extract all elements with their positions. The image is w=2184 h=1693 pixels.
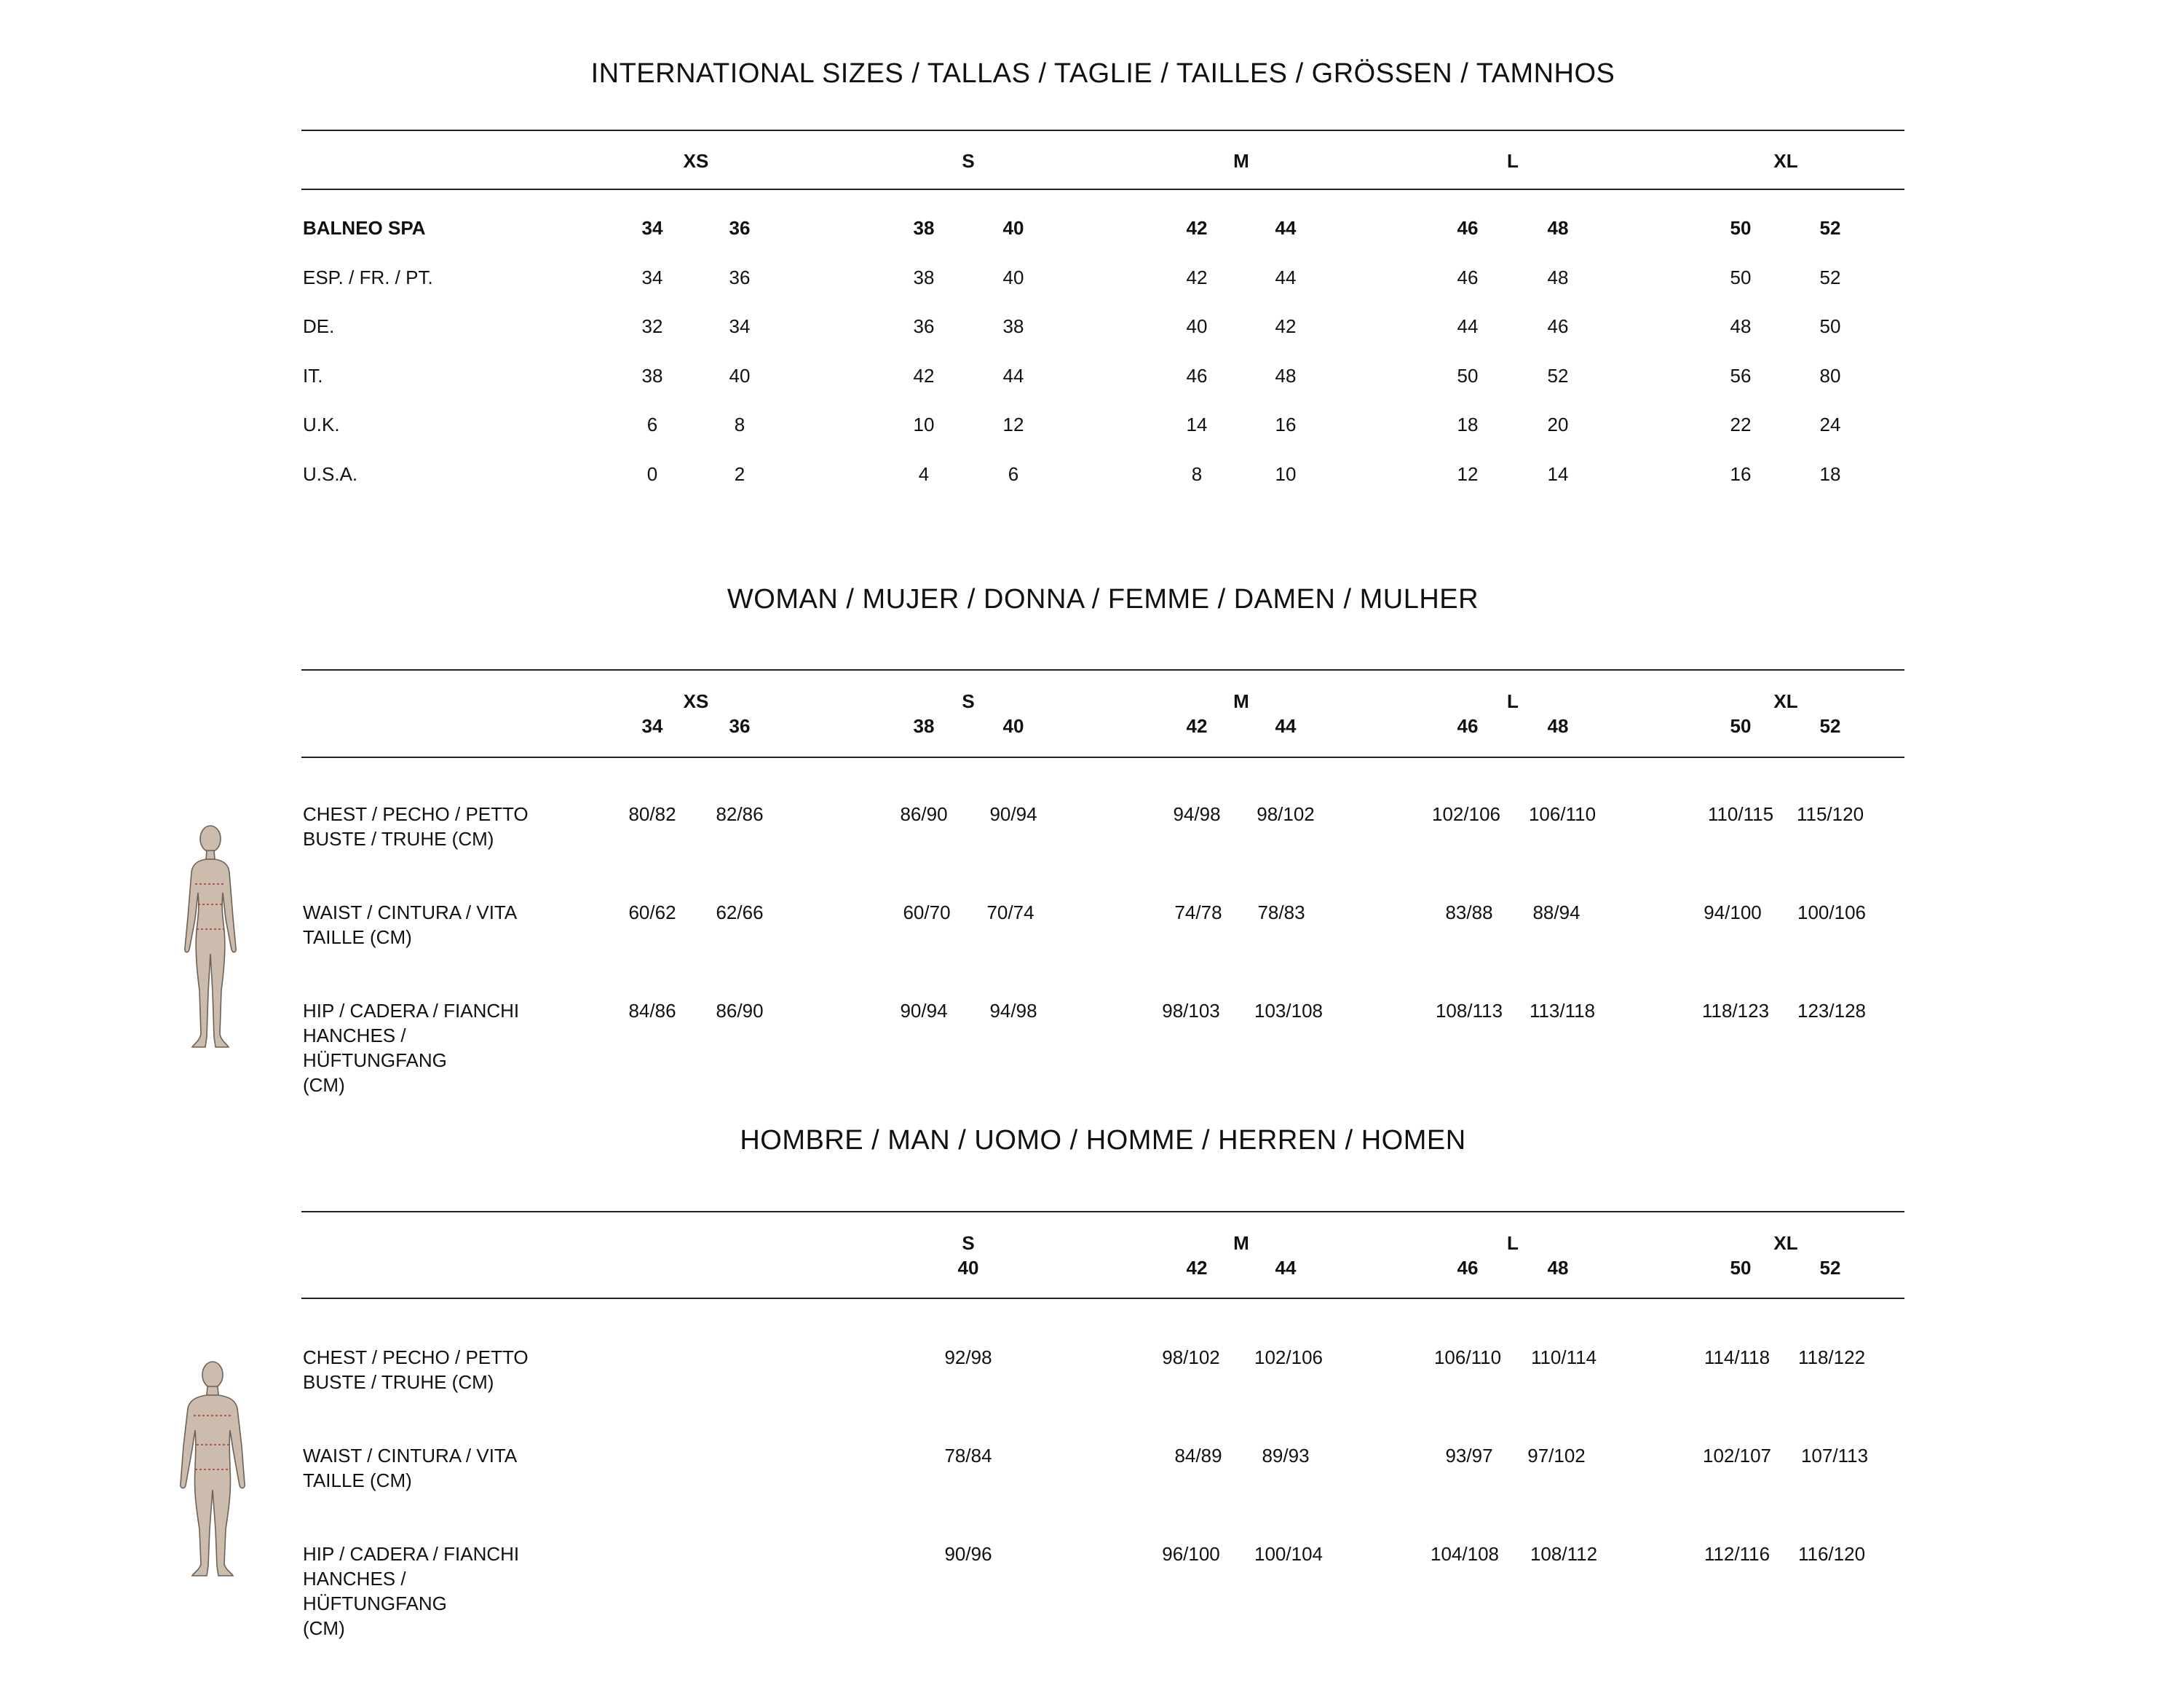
measure-value: 62/66 [716, 901, 764, 923]
size-number: 34 [641, 715, 663, 737]
measure-label: (CM) [303, 1074, 345, 1096]
measure-value: 106/110 [1433, 1346, 1502, 1368]
measure-value: 60/62 [628, 901, 676, 923]
size-value: 8 [734, 414, 745, 435]
woman-title: WOMAN / MUJER / DONNA / FEMME / DAMEN / MULHER [727, 584, 1479, 615]
size-value: 16 [1275, 414, 1297, 435]
size-value: 50 [1730, 267, 1752, 288]
size-value: 40 [1002, 267, 1024, 288]
size-value: 52 [1819, 217, 1841, 239]
size-number: 50 [1730, 715, 1752, 737]
size-value: 50 [1730, 217, 1752, 239]
size-value: 46 [1186, 365, 1208, 387]
measure-label: WAIST / CINTURA / VITA [303, 1445, 518, 1467]
size-value: 48 [1547, 267, 1569, 288]
size-header: M [1233, 1232, 1249, 1254]
measure-label: CHEST / PECHO / PETTO [303, 803, 529, 825]
man-top-rule [301, 1211, 1904, 1212]
size-header: XS [683, 690, 709, 712]
row-label: U.K. [303, 414, 340, 435]
measure-label: (CM) [303, 1617, 345, 1639]
measure-value: 112/116 [1704, 1543, 1770, 1565]
row-label: DE. [303, 315, 335, 337]
measure-value: 86/90 [900, 803, 948, 825]
size-value: 42 [1186, 217, 1208, 239]
man-figure-icon [175, 1360, 250, 1579]
measure-value: 94/98 [989, 1000, 1037, 1022]
size-value: 38 [913, 267, 935, 288]
measure-value: 103/108 [1254, 1000, 1323, 1022]
measure-value: 97/102 [1527, 1445, 1586, 1467]
size-value: 22 [1730, 414, 1752, 435]
row-label: U.S.A. [303, 463, 358, 485]
size-header: L [1507, 150, 1519, 172]
size-header: S [962, 690, 975, 712]
size-number: 48 [1547, 715, 1569, 737]
size-number: 42 [1186, 1257, 1208, 1279]
measure-label: HÜFTUNGFANG [303, 1049, 447, 1071]
international-header-rule [301, 189, 1904, 190]
size-value: 48 [1547, 217, 1569, 239]
size-number: 38 [913, 715, 935, 737]
measure-value: 98/102 [1162, 1346, 1220, 1368]
measure-value: 84/89 [1174, 1445, 1222, 1467]
size-number: 52 [1819, 1257, 1841, 1279]
size-value: 18 [1457, 414, 1479, 435]
measure-label: HANCHES / [303, 1025, 406, 1046]
size-header: XL [1773, 690, 1798, 712]
measure-value: 84/86 [628, 1000, 676, 1022]
measure-value: 104/108 [1431, 1543, 1499, 1565]
woman-figure-icon [178, 823, 243, 1053]
size-header: L [1507, 690, 1519, 712]
measure-value: 93/97 [1445, 1445, 1493, 1467]
size-value: 80 [1819, 365, 1841, 387]
row-label: IT. [303, 365, 323, 387]
measure-label: TAILLE (CM) [303, 1469, 412, 1491]
measure-value: 78/83 [1257, 901, 1305, 923]
size-value: 10 [1275, 463, 1297, 485]
measure-value: 90/94 [989, 803, 1037, 825]
size-value: 40 [1002, 217, 1024, 239]
measure-value: 100/106 [1797, 901, 1866, 923]
measure-value: 102/106 [1432, 803, 1500, 825]
measure-value: 80/82 [628, 803, 676, 825]
size-header: S [962, 1232, 975, 1254]
measure-value: 110/114 [1530, 1346, 1597, 1368]
size-value: 46 [1547, 315, 1569, 337]
size-value: 44 [1275, 267, 1297, 288]
size-value: 56 [1730, 365, 1752, 387]
measure-value: 114/118 [1704, 1346, 1770, 1368]
size-value: 14 [1547, 463, 1569, 485]
size-number: 40 [957, 1257, 979, 1279]
size-number: 44 [1275, 1257, 1297, 1279]
size-value: 36 [913, 315, 935, 337]
size-number: 42 [1186, 715, 1208, 737]
measure-label: HANCHES / [303, 1568, 406, 1590]
size-value: 4 [918, 463, 930, 485]
woman-header-rule [301, 757, 1904, 758]
size-number: 48 [1547, 1257, 1569, 1279]
measure-value: 116/120 [1797, 1543, 1866, 1565]
man-title: HOMBRE / MAN / UOMO / HOMME / HERREN / HOMEN [740, 1125, 1466, 1156]
measure-value: 102/106 [1254, 1346, 1323, 1368]
measure-label: BUSTE / TRUHE (CM) [303, 1371, 494, 1393]
size-header: M [1233, 150, 1249, 172]
measure-label: HIP / CADERA / FIANCHI [303, 1000, 520, 1022]
size-value: 38 [913, 217, 935, 239]
size-value: 38 [1002, 315, 1024, 337]
measure-value: 94/100 [1704, 901, 1762, 923]
size-value: 46 [1457, 217, 1479, 239]
measure-value: 88/94 [1532, 901, 1580, 923]
measure-value: 113/118 [1529, 1000, 1596, 1022]
measure-value: 70/74 [986, 901, 1034, 923]
measure-label: TAILLE (CM) [303, 926, 412, 948]
size-header: XL [1773, 150, 1798, 172]
size-value: 16 [1730, 463, 1752, 485]
woman-top-rule [301, 669, 1904, 671]
size-value: 44 [1275, 217, 1297, 239]
measure-value: 123/128 [1797, 1000, 1866, 1022]
size-value: 8 [1191, 463, 1203, 485]
size-value: 52 [1547, 365, 1569, 387]
measure-value: 118/123 [1701, 1000, 1770, 1022]
measure-value: 107/113 [1800, 1445, 1869, 1467]
measure-label: HIP / CADERA / FIANCHI [303, 1543, 520, 1565]
size-value: 24 [1819, 414, 1841, 435]
size-number: 46 [1457, 715, 1479, 737]
size-value: 34 [729, 315, 751, 337]
size-value: 10 [913, 414, 935, 435]
measure-value: 118/122 [1797, 1346, 1866, 1368]
measure-value: 100/104 [1254, 1543, 1323, 1565]
measure-value: 110/115 [1707, 803, 1774, 825]
size-value: 52 [1819, 267, 1841, 288]
row-label: BALNEO SPA [303, 217, 426, 239]
size-header: XS [683, 150, 709, 172]
measure-value: 96/100 [1162, 1543, 1220, 1565]
measure-label: WAIST / CINTURA / VITA [303, 901, 518, 923]
size-header: M [1233, 690, 1249, 712]
size-value: 32 [641, 315, 663, 337]
size-value: 40 [1186, 315, 1208, 337]
size-value: 42 [913, 365, 935, 387]
measure-value: 82/86 [716, 803, 764, 825]
size-number: 40 [1002, 715, 1024, 737]
size-value: 2 [734, 463, 745, 485]
size-value: 34 [641, 267, 663, 288]
size-value: 14 [1186, 414, 1208, 435]
size-number: 52 [1819, 715, 1841, 737]
size-value: 50 [1457, 365, 1479, 387]
size-header: L [1507, 1232, 1519, 1254]
size-value: 42 [1186, 267, 1208, 288]
measure-value: 83/88 [1445, 901, 1493, 923]
size-value: 6 [646, 414, 658, 435]
size-value: 40 [729, 365, 751, 387]
size-value: 34 [641, 217, 663, 239]
size-value: 12 [1457, 463, 1479, 485]
measure-value: 106/110 [1528, 803, 1597, 825]
measure-value: 90/94 [900, 1000, 948, 1022]
size-value: 48 [1275, 365, 1297, 387]
measure-value: 74/78 [1174, 901, 1222, 923]
size-value: 0 [646, 463, 658, 485]
size-number: 36 [729, 715, 751, 737]
size-value: 6 [1008, 463, 1019, 485]
measure-value: 108/112 [1530, 1543, 1598, 1565]
size-value: 46 [1457, 267, 1479, 288]
measure-value: 115/120 [1796, 803, 1864, 825]
size-value: 50 [1819, 315, 1841, 337]
measure-value: 102/107 [1703, 1445, 1771, 1467]
size-value: 48 [1730, 315, 1752, 337]
measure-value: 86/90 [716, 1000, 764, 1022]
measure-label: HÜFTUNGFANG [303, 1593, 447, 1614]
measure-value: 89/93 [1262, 1445, 1310, 1467]
international-top-rule [301, 130, 1904, 131]
measure-value: 90/96 [944, 1543, 992, 1565]
size-number: 50 [1730, 1257, 1752, 1279]
size-value: 44 [1457, 315, 1479, 337]
size-value: 36 [729, 267, 751, 288]
size-header: S [962, 150, 975, 172]
row-label: ESP. / FR. / PT. [303, 267, 433, 288]
size-value: 44 [1002, 365, 1024, 387]
measure-value: 108/113 [1435, 1000, 1503, 1022]
measure-value: 94/98 [1173, 803, 1221, 825]
measure-value: 98/102 [1257, 803, 1315, 825]
measure-value: 92/98 [944, 1346, 992, 1368]
measure-value: 98/103 [1162, 1000, 1220, 1022]
measure-value: 60/70 [903, 901, 951, 923]
size-value: 38 [641, 365, 663, 387]
size-number: 46 [1457, 1257, 1479, 1279]
size-value: 18 [1819, 463, 1841, 485]
man-header-rule [301, 1298, 1904, 1299]
size-value: 12 [1002, 414, 1024, 435]
measure-label: BUSTE / TRUHE (CM) [303, 828, 494, 850]
size-number: 44 [1275, 715, 1297, 737]
size-value: 42 [1275, 315, 1297, 337]
measure-label: CHEST / PECHO / PETTO [303, 1346, 529, 1368]
size-header: XL [1773, 1232, 1798, 1254]
measure-value: 78/84 [944, 1445, 992, 1467]
international-title: INTERNATIONAL SIZES / TALLAS / TAGLIE / TAILLES / GRÖSSEN / TAMNHOS [590, 58, 1615, 89]
size-value: 20 [1547, 414, 1569, 435]
size-value: 36 [729, 217, 751, 239]
